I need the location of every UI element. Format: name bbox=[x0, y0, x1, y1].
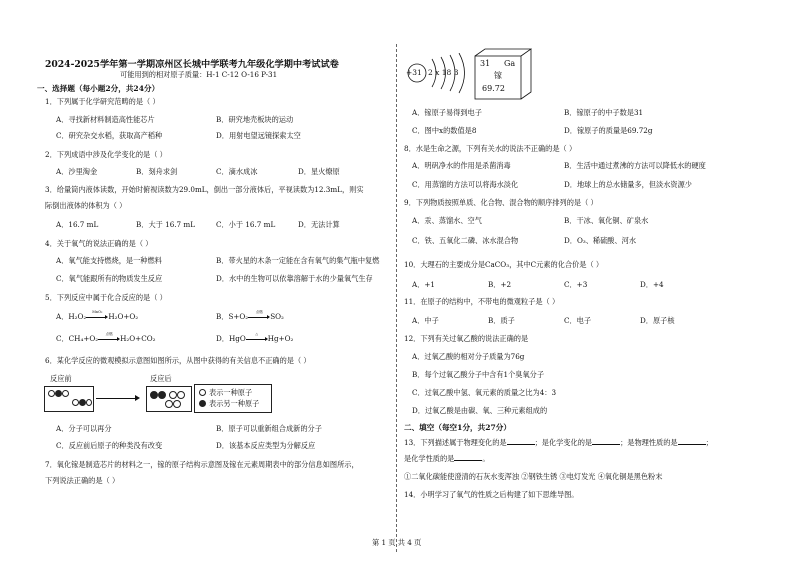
atomic-mass: 69.72 bbox=[482, 84, 505, 93]
question-stem: 3．给量筒内液体读数，开始时俯视读数为29.0mL，倒出一部分液体后，平视读数为12.3mL，则实 bbox=[45, 185, 364, 194]
reaction-arrow bbox=[98, 332, 120, 343]
black-atom bbox=[55, 390, 62, 397]
white-atom bbox=[177, 391, 185, 399]
product: Hg+O₂ bbox=[267, 334, 294, 343]
page-footer: 第 1 页 共 4 页 bbox=[372, 538, 422, 547]
reactant: B．S+O₂ bbox=[216, 312, 249, 321]
electron-shells: 2 x 18 3 bbox=[428, 68, 459, 77]
question-stem-continued bbox=[404, 453, 490, 463]
option-a: A．寻找新材料制造高性能芯片 bbox=[56, 115, 155, 124]
question-stem: 9．下列物质按照单质、化合物、混合物的顺序排列的是（ ） bbox=[404, 198, 598, 207]
legend-label: 表示另一种原子 bbox=[209, 399, 260, 408]
option-a: A．16.7 mL bbox=[56, 220, 99, 229]
option-d bbox=[216, 334, 293, 343]
question-stem: 14．小明学习了氧气的性质之后构建了如下思维导图。 bbox=[404, 490, 579, 499]
answer-blank[interactable] bbox=[507, 437, 535, 445]
question-stem: 5．下列反应中属于化合反应的是（ ） bbox=[45, 293, 167, 302]
option-a: A．过氧乙酸的相对分子质量为76g bbox=[412, 352, 525, 361]
option-c: C．铁、五氧化二磷、冰水混合物 bbox=[412, 236, 519, 245]
option-d: D．镓原子的质量是69.72g bbox=[564, 126, 653, 135]
question-stem: 11．在原子的结构中，不带电的微观粒子是（ ） bbox=[404, 297, 560, 306]
option-d: D．水中的生物可以依靠溶解于水的少量氧气生存 bbox=[216, 274, 373, 283]
question-stem: 10．大理石的主要成分是CaCO₃，其中C元素的化合价是（ ） bbox=[404, 260, 604, 269]
reaction-arrow bbox=[246, 332, 268, 343]
option-b: B．镓原子的中子数是31 bbox=[564, 108, 644, 117]
option-a: A．分子可以再分 bbox=[56, 424, 112, 433]
reaction-condition: MnO₂ bbox=[92, 310, 103, 314]
option-c: C．研究杂交水稻，获取高产稻种 bbox=[56, 131, 163, 140]
before-box bbox=[44, 386, 94, 412]
reactant: A．H₂O₂ bbox=[56, 312, 87, 321]
question-stem bbox=[404, 437, 713, 447]
option-c: C．反应前后原子的种类没有改变 bbox=[56, 441, 163, 450]
white-atom-legend-icon bbox=[199, 389, 206, 396]
question-stem: 1．下列属于化学研究范畴的是（ ） bbox=[45, 97, 160, 106]
option-b: B．每个过氧乙酸分子中含有1个臭氧分子 bbox=[412, 370, 545, 379]
option-a: A．中子 bbox=[412, 316, 439, 325]
question-stem-continued: 下列说法正确的是（ ） bbox=[45, 476, 120, 485]
option-c: C．小于 16.7 mL bbox=[216, 220, 276, 229]
answer-blank[interactable] bbox=[454, 453, 482, 461]
after-label: 反应后 bbox=[150, 374, 172, 383]
option-a: A．汞、蒸馏水、空气 bbox=[412, 216, 482, 225]
option-c: C．图中x的数值是8 bbox=[412, 126, 477, 135]
exam-title: 2024-2025学年第一学期凉州区长城中学联考九年级化学期中考试试卷 bbox=[45, 59, 339, 70]
option-a: A．+1 bbox=[412, 280, 435, 289]
option-c: C．过氧乙酸中氢、氧元素的质量之比为4：3 bbox=[412, 388, 557, 397]
question-stem-continued: 际倒出液体的体积为（ ） bbox=[45, 201, 127, 210]
stem-text: ；是化学变化的是 bbox=[534, 438, 593, 447]
black-atom bbox=[150, 391, 158, 399]
stem-text: 13．下列描述属于物理变化的是 bbox=[404, 438, 507, 447]
reaction-arrow bbox=[248, 310, 270, 321]
stem-text: ； bbox=[705, 438, 713, 447]
option-c: C．滴水成冰 bbox=[216, 167, 258, 176]
option-b: B．生活中通过煮沸的方法可以降低水的硬度 bbox=[564, 161, 706, 170]
before-label: 反应前 bbox=[50, 374, 72, 383]
white-atom bbox=[165, 400, 173, 408]
option-d: D．O₃、稀硫酸、河水 bbox=[564, 236, 637, 245]
option-d: D．过氧乙酸是由碳、氧、三种元素组成的 bbox=[412, 406, 548, 415]
atomic-number: 31 bbox=[480, 59, 491, 68]
section-heading: 一、选择题（每小题2分，共24分） bbox=[37, 84, 160, 93]
option-b: B．原子可以重新组合成新的分子 bbox=[216, 424, 322, 433]
option-a bbox=[56, 312, 138, 321]
black-atom-legend-icon bbox=[199, 400, 206, 407]
answer-blank[interactable] bbox=[678, 437, 706, 445]
reaction-condition: △ bbox=[255, 332, 259, 336]
stem-text: 。 bbox=[482, 454, 490, 463]
option-b: B．+2 bbox=[488, 280, 512, 289]
atomic-mass-note: 可能用到的相对原子质量：H-1 C-12 O-16 P-31 bbox=[120, 70, 278, 79]
white-atom bbox=[169, 391, 177, 399]
option-c: C．氧气能跟所有的物质发生反应 bbox=[56, 274, 163, 283]
stem-text: ；是物理性质的是 bbox=[620, 438, 678, 447]
question-stem: 8．水是生命之源，下列有关水的说法不正确的是（ ） bbox=[404, 144, 577, 153]
white-atom bbox=[48, 390, 55, 397]
reactant: C．CH₄+O₂ bbox=[56, 334, 99, 343]
black-atom bbox=[158, 391, 166, 399]
option-a: A．镓原子易得到电子 bbox=[412, 108, 482, 117]
white-atom bbox=[62, 390, 69, 397]
option-b: B．干冰、氧化铜、矿泉水 bbox=[564, 216, 649, 225]
black-atom bbox=[79, 399, 86, 406]
option-b: B．研究地壳板块的运动 bbox=[216, 115, 294, 124]
section-heading: 二、填空（每空1分，共27分） bbox=[404, 423, 511, 432]
option-d: D．地球上的总水储量多，但淡水资源少 bbox=[564, 180, 692, 189]
option-d: D．该基本反应类型为分解反应 bbox=[216, 441, 316, 450]
statement-options: ①二氧化碳能使澄清的石灰水变浑浊 ②钢铁生锈 ③电灯发光 ④氧化铜是黑色粉末 bbox=[404, 472, 663, 481]
reaction-arrow bbox=[96, 394, 140, 402]
stem-text: 是化学性质的是 bbox=[404, 454, 455, 463]
product: H₂O+O₂ bbox=[108, 312, 139, 321]
option-d: D．原子核 bbox=[640, 316, 675, 325]
element-symbol: Ga bbox=[504, 59, 516, 68]
legend-box bbox=[194, 384, 272, 413]
product: H₂O+CO₂ bbox=[120, 334, 156, 343]
after-box bbox=[146, 386, 192, 412]
reaction-condition: 点燃 bbox=[255, 310, 263, 314]
option-c bbox=[56, 334, 155, 343]
option-d: D．无法计算 bbox=[298, 220, 340, 229]
option-c: C．用蒸馏的方法可以将海水淡化 bbox=[412, 180, 519, 189]
option-a: A．明矾净水的作用是杀菌消毒 bbox=[412, 161, 511, 170]
white-atom bbox=[173, 400, 181, 408]
answer-blank[interactable] bbox=[592, 437, 620, 445]
option-b bbox=[216, 312, 284, 321]
option-d: D．星火燎原 bbox=[298, 167, 340, 176]
option-b: B．带火星的木条一定能在含有氧气的集气瓶中复燃 bbox=[216, 256, 380, 265]
question-stem: 2．下列成语中涉及化学变化的是（ ） bbox=[45, 150, 167, 159]
question-stem: 7．氧化镓是制造芯片的材料之一，镓的原子结构示意图及镓在元素周期表中的部分信息如图所示， bbox=[45, 460, 359, 469]
column-divider bbox=[396, 44, 397, 552]
reaction-arrow bbox=[86, 310, 108, 321]
option-b: B．大于 16.7 mL bbox=[136, 220, 196, 229]
legend-label: 表示一种原子 bbox=[209, 388, 253, 397]
reaction-condition: 点燃 bbox=[105, 332, 113, 336]
white-atom bbox=[72, 399, 79, 406]
option-d: D．+4 bbox=[640, 280, 664, 289]
product: SO₂ bbox=[270, 312, 284, 321]
nucleus-charge: +31 bbox=[406, 68, 422, 77]
option-c: C．电子 bbox=[564, 316, 592, 325]
element-name: 镓 bbox=[494, 71, 502, 80]
option-d: D．用射电望远镜探索太空 bbox=[216, 131, 301, 140]
option-b: B．质子 bbox=[488, 316, 515, 325]
question-stem: 12．下列有关过氧乙酸的说法正确的是 bbox=[404, 334, 529, 343]
question-stem: 4．关于氧气的说法正确的是（ ） bbox=[45, 239, 153, 248]
white-atom bbox=[86, 399, 92, 406]
reactant: D．HgO bbox=[216, 334, 246, 343]
question-stem: 6．某化学反应的微观模拟示意图如图所示，从图中获得的有关信息不正确的是（ ） bbox=[45, 356, 311, 365]
option-a: A．氧气能支持燃烧，是一种燃料 bbox=[56, 256, 162, 265]
option-c: C．+3 bbox=[564, 280, 588, 289]
option-b: B．刻舟求剑 bbox=[136, 167, 178, 176]
option-a: A．沙里淘金 bbox=[56, 167, 98, 176]
